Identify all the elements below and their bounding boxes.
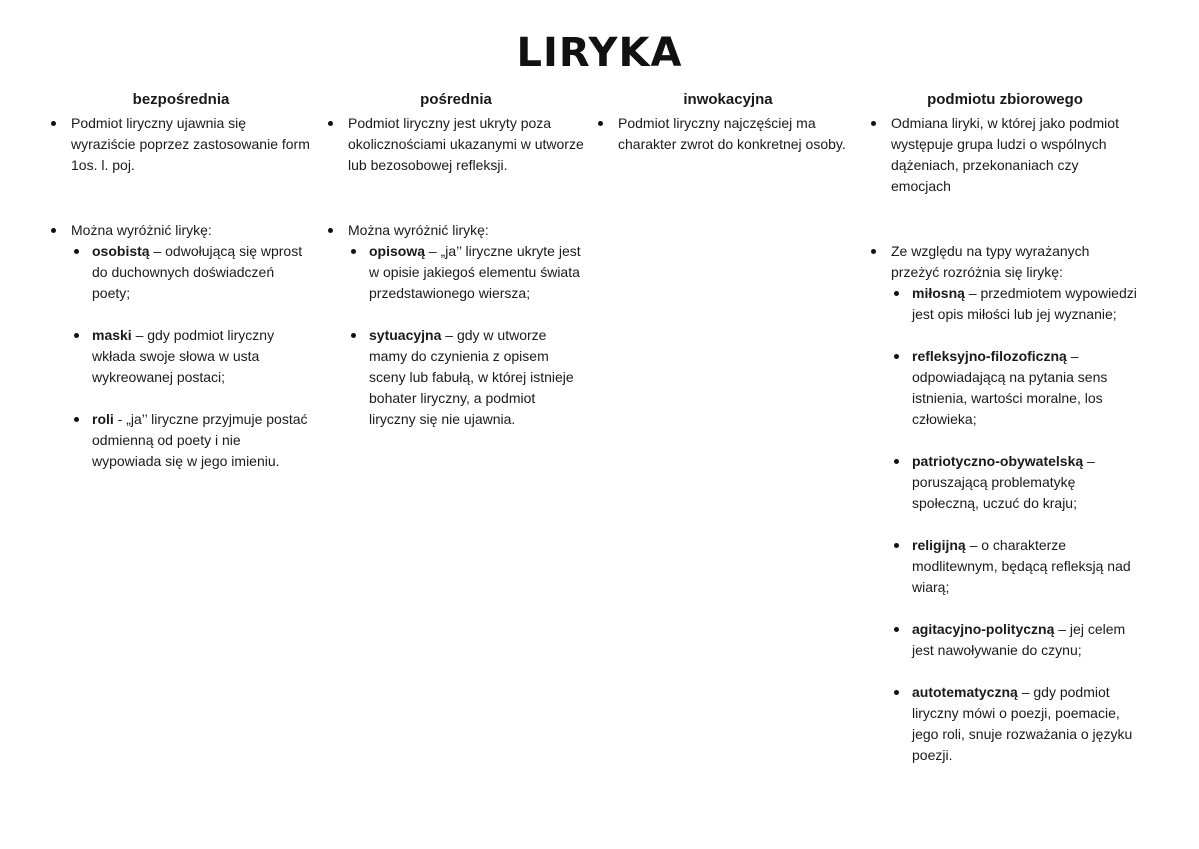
term-desc: – poruszającą problematykę społeczną, uczuć do kraju; bbox=[912, 453, 1095, 511]
sub-list-item bbox=[891, 619, 1140, 661]
list-item bbox=[597, 113, 859, 155]
bullet-list bbox=[50, 113, 312, 472]
intro-text: Podmiot liryczny ujawnia się wyraziście poprzez zastosowanie form 1os. l. poj. bbox=[71, 115, 310, 173]
sub-list-item bbox=[891, 283, 1140, 325]
bullet-list bbox=[870, 113, 1140, 766]
term-desc: – gdy podmiot liryczny wkłada swoje słowa w usta wykreowanej postaci; bbox=[92, 327, 275, 385]
sub-list-item bbox=[71, 241, 312, 304]
sub-list-item bbox=[891, 535, 1140, 598]
bullet-list bbox=[597, 113, 859, 155]
column-bezposrednia bbox=[50, 90, 312, 472]
kinds-label: Ze względu na typy wyrażanych przeżyć rozróżnia się lirykę: bbox=[891, 243, 1090, 280]
term-desc: – jej celem jest nawoływanie do czynu; bbox=[912, 621, 1126, 658]
term: patriotyczno-obywatelską bbox=[912, 453, 1084, 469]
term: maski bbox=[92, 327, 132, 343]
sub-list-item bbox=[348, 325, 585, 430]
term-desc: – przedmiotem wypowiedzi jest opis miłości lub jej wyznanie; bbox=[912, 285, 1137, 322]
term-desc: - „ja’’ liryczne przyjmuje postać odmienną od poety i nie wypowiada się w jego imieniu. bbox=[92, 411, 308, 469]
term-desc: – odwołującą się wprost do duchownych doświadczeń poety; bbox=[92, 243, 303, 301]
sub-list-item bbox=[348, 241, 585, 304]
term-desc: – odpowiadającą na pytania sens istnienia, wartości moralne, los człowieka; bbox=[912, 348, 1108, 427]
term: religijną bbox=[912, 537, 966, 553]
bullet-list bbox=[327, 113, 585, 430]
term: osobistą bbox=[92, 243, 150, 259]
list-item bbox=[50, 113, 312, 176]
sub-list-item bbox=[71, 409, 312, 472]
term-desc: – gdy podmiot liryczny mówi o poezji, poemacie, jego roli, snuje rozważania o języku poezji. bbox=[912, 684, 1133, 763]
kinds-label: Można wyróżnić lirykę: bbox=[348, 222, 489, 238]
kinds-label: Można wyróżnić lirykę: bbox=[71, 222, 212, 238]
intro-text: Odmiana liryki, w której jako podmiot występuje grupa ludzi o wspólnych dążeniach, przekonaniach czy emocjach bbox=[891, 115, 1119, 194]
term: agitacyjno-polityczną bbox=[912, 621, 1055, 637]
term: autotematyczną bbox=[912, 684, 1018, 700]
list-item bbox=[870, 241, 1140, 766]
column-heading: inwokacyjna bbox=[683, 91, 773, 108]
intro-text: Podmiot liryczny jest ukryty poza okolicznościami ukazanymi w utworze lub bezosobowej refleksji. bbox=[348, 115, 584, 173]
intro-text: Podmiot liryczny najczęściej ma charakter zwrot do konkretnej osoby. bbox=[618, 115, 846, 152]
term: refleksyjno-filozoficzną bbox=[912, 348, 1067, 364]
column-heading: pośrednia bbox=[420, 91, 492, 108]
term: roli bbox=[92, 411, 114, 427]
column-heading: podmiotu zbiorowego bbox=[927, 91, 1083, 108]
sub-list bbox=[891, 283, 1140, 766]
column-inwokacyjna bbox=[597, 90, 859, 155]
term-desc: – „ja’’ liryczne ukryte jest w opisie jakiegoś elementu świata przedstawionego wiersza; bbox=[369, 243, 581, 301]
sub-list-item bbox=[71, 325, 312, 388]
sub-list-item bbox=[891, 346, 1140, 430]
term: miłosną bbox=[912, 285, 965, 301]
page-title: LIRYKA bbox=[516, 30, 683, 76]
sub-list bbox=[348, 241, 585, 430]
term-desc: – gdy w utworze mamy do czynienia z opisem sceny lub fabułą, w której istnieje bohater liryczny, a podmiot liryczny się nie ujawnia. bbox=[369, 327, 574, 427]
sub-list-item bbox=[891, 451, 1140, 514]
list-item bbox=[870, 113, 1140, 197]
column-podmiotu-zbiorowego bbox=[870, 90, 1140, 766]
term: opisową bbox=[369, 243, 426, 259]
list-item bbox=[327, 220, 585, 430]
list-item bbox=[50, 220, 312, 472]
column-heading: bezpośrednia bbox=[132, 91, 230, 108]
sub-list bbox=[71, 241, 312, 472]
list-item bbox=[327, 113, 585, 176]
column-posrednia bbox=[327, 90, 585, 430]
sub-list-item bbox=[891, 682, 1140, 766]
term: sytuacyjna bbox=[369, 327, 442, 343]
term-desc: – o charakterze modlitewnym, będącą refleksją nad wiarą; bbox=[912, 537, 1131, 595]
